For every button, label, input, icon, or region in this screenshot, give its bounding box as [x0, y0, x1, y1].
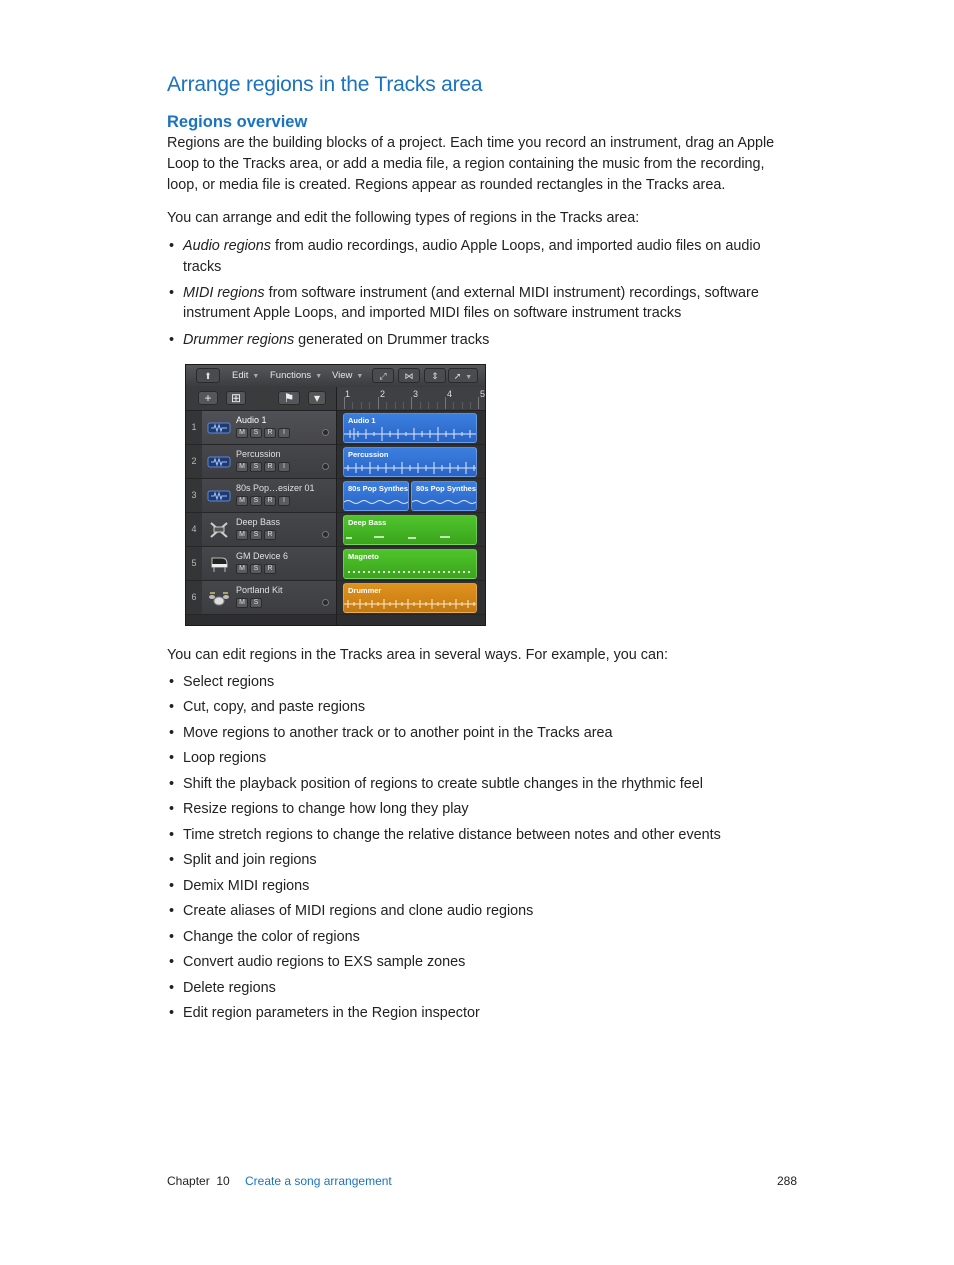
track-name: Percussion [236, 449, 281, 459]
chevron-down-icon: ▼ [315, 373, 323, 380]
ruler-bar-number: 5 [480, 389, 486, 399]
catch-button[interactable] [372, 368, 394, 383]
track-flag-button[interactable] [278, 391, 300, 405]
chevron-down-icon: ▼ [465, 374, 473, 381]
audio-waveform-icon [207, 453, 231, 471]
mute-button[interactable]: M [236, 598, 248, 608]
list-item-text: Cut, copy, and paste regions [183, 699, 366, 716]
section-heading: Regions overview [167, 113, 308, 131]
list-item [167, 1003, 797, 1024]
bullet-glyph: • [169, 877, 175, 894]
term-description: generated on Drummer tracks [294, 331, 490, 348]
track-buttons [236, 598, 264, 609]
term: MIDI regions [183, 284, 265, 301]
track-buttons [236, 462, 292, 473]
ruler-tick [478, 397, 479, 409]
list-item [167, 723, 797, 744]
track-header-percussion[interactable] [186, 445, 336, 479]
waveform-icon [344, 494, 409, 510]
bullet-glyph: • [169, 750, 175, 767]
ruler-tick [403, 402, 404, 409]
region-name: 80s Pop Synthes [348, 484, 409, 493]
audio-waveform-icon [207, 487, 231, 505]
track-lane [337, 479, 486, 513]
waveform-icon [344, 426, 477, 442]
list-item-text: Demix MIDI regions [183, 877, 310, 894]
bullet-glyph: • [169, 699, 175, 716]
list-item [167, 774, 797, 795]
chevron-down-icon: ▼ [252, 373, 260, 380]
functions-menu-label: Functions [270, 370, 312, 381]
bullet-glyph: • [169, 954, 175, 971]
list-item-text: Change the color of regions [183, 928, 360, 945]
list-item [167, 952, 797, 973]
bullet-glyph: • [169, 1005, 175, 1022]
types-intro: You can arrange and edit the following types of regions in the Tracks area: [167, 210, 640, 226]
solo-button[interactable]: S [250, 462, 262, 472]
pointer-tool-icon: ➚ [453, 371, 462, 381]
term-description: from software instrument (and external MIDI instrument) recordings, software instrument Apple Loops, and imported MIDI files on software instrument tracks [183, 284, 759, 322]
region-name: Audio 1 [348, 416, 376, 425]
chevron-down-icon: ▾ [313, 391, 321, 405]
list-item-text: Select regions [183, 674, 275, 690]
plus-icon: + [204, 391, 212, 405]
ruler-bar-number: 3 [413, 389, 419, 399]
list-item [167, 978, 797, 999]
track-buttons [236, 564, 278, 575]
solo-button[interactable]: S [250, 496, 262, 506]
track-header-deep-bass[interactable] [186, 513, 336, 547]
synthesizer-icon [207, 521, 231, 539]
track-lane [337, 445, 486, 479]
track-on-off-button[interactable] [322, 531, 329, 538]
input-monitor-button[interactable]: I [278, 496, 290, 506]
track-buttons [236, 530, 278, 541]
list-item [167, 850, 797, 871]
list-item [167, 799, 797, 820]
flag-icon: ⚑ [283, 391, 295, 405]
tool-menu-button[interactable] [448, 368, 478, 383]
ruler-bar-number: 2 [380, 389, 386, 399]
bullet-glyph: • [169, 775, 175, 792]
track-lane [337, 411, 486, 445]
input-monitor-button[interactable]: I [278, 428, 290, 438]
ruler-bar-number: 1 [345, 389, 351, 399]
drum-kit-icon [207, 589, 231, 607]
zoom-vertical-icon: ⇕ [431, 371, 439, 381]
midi-notes-icon [344, 528, 477, 544]
bullet-glyph: • [169, 826, 175, 843]
list-item [167, 901, 797, 922]
record-enable-button[interactable]: R [264, 462, 276, 472]
track-number: 3 [186, 479, 202, 512]
intro-paragraph: Regions are the building blocks of a project. Each time you record an instrument, drag an Apple Loop to the Tracks area, or add a media file, a region containing the music from the recording, loop, or media file is created. Regions appear as rounded rectangles in the Tracks area. [167, 135, 775, 193]
bullet-glyph: • [169, 674, 175, 690]
ruler-tick [445, 397, 446, 409]
list-item-text: Convert audio regions to EXS sample zones [183, 954, 466, 971]
bullet-glyph: • [169, 284, 175, 301]
edit-actions-list [167, 672, 797, 1029]
midi-region-deep-bass[interactable] [343, 515, 477, 545]
tracks-area-screenshot [185, 364, 486, 626]
region-name: Magneto [348, 552, 379, 561]
solo-button[interactable]: S [250, 530, 262, 540]
bullet-glyph: • [169, 852, 175, 869]
track-number: 2 [186, 445, 202, 478]
list-item [167, 876, 797, 897]
chevron-down-icon: ▼ [356, 373, 364, 380]
track-options-button[interactable] [308, 391, 326, 405]
add-track-button[interactable] [198, 391, 218, 405]
term: Audio regions [183, 238, 272, 254]
edit-menu[interactable] [232, 370, 259, 381]
mute-button[interactable]: M [236, 496, 248, 506]
solo-button[interactable]: S [250, 428, 262, 438]
audio-waveform-icon [207, 419, 231, 437]
tracks-menubar [186, 365, 486, 388]
page-number: 288 [777, 1174, 798, 1188]
drummer-region[interactable] [343, 583, 477, 613]
piano-icon [207, 555, 231, 573]
list-item [167, 748, 797, 769]
region-name: Percussion [348, 450, 389, 459]
solo-button[interactable]: S [250, 598, 262, 608]
track-lane [337, 513, 486, 547]
track-header-bar [186, 387, 336, 411]
track-name: Audio 1 [236, 415, 267, 425]
region-name: 80s Pop Synthes [416, 484, 477, 493]
midi-notes-icon [344, 562, 477, 578]
track-on-off-button[interactable] [322, 429, 329, 436]
track-buttons [236, 496, 292, 507]
track-number: 5 [186, 547, 202, 580]
list-item-text: Split and join regions [183, 852, 317, 869]
edit-intro: You can edit regions in the Tracks area in several ways. For example, you can: [167, 647, 669, 663]
ruler-tick [386, 402, 387, 409]
mute-button[interactable]: M [236, 462, 248, 472]
audio-region-audio-1[interactable] [343, 413, 477, 443]
plus-box-icon: ⊞ [230, 391, 242, 405]
bullet-glyph: • [169, 331, 175, 348]
mute-button[interactable]: M [236, 530, 248, 540]
track-name: 80s Pop…esizer 01 [236, 483, 315, 493]
list-item [167, 672, 797, 693]
list-item-text: Create aliases of MIDI regions and clone audio regions [183, 903, 534, 920]
ruler-tick [369, 402, 370, 409]
track-number: 1 [186, 411, 202, 444]
flex-button[interactable] [398, 368, 420, 383]
audio-region-80s-pop-synth-b[interactable] [411, 481, 477, 511]
region-name: Deep Bass [348, 518, 387, 527]
track-lane [337, 547, 486, 581]
chapter-link[interactable]: Create a song arrangement [245, 1174, 392, 1188]
track-header-audio-1[interactable] [186, 411, 336, 445]
list-item [167, 236, 797, 277]
ruler-tick [470, 402, 471, 409]
list-item [167, 283, 797, 324]
zoom-button[interactable] [424, 368, 446, 383]
record-enable-button[interactable]: R [264, 530, 276, 540]
footer-chapter: Chapter 10 [167, 1174, 230, 1188]
back-button[interactable] [196, 368, 220, 383]
region-types-list [167, 236, 797, 356]
track-buttons [236, 428, 292, 439]
list-item [167, 330, 797, 351]
bullet-glyph: • [169, 903, 175, 920]
list-item [167, 927, 797, 948]
region-name: Drummer [348, 586, 382, 595]
edit-menu-label: Edit [232, 370, 249, 381]
track-number: 4 [186, 513, 202, 546]
track-header-80s-pop-synth[interactable] [186, 479, 336, 513]
bullet-glyph: • [169, 928, 175, 945]
ruler-tick [344, 397, 345, 409]
track-number: 6 [186, 581, 202, 614]
ruler-tick [352, 402, 353, 409]
record-enable-button[interactable]: R [264, 496, 276, 506]
up-arrow-icon: ⬆ [204, 371, 212, 381]
record-enable-button[interactable]: R [264, 428, 276, 438]
page-title: Arrange regions in the Tracks area [167, 73, 483, 96]
timeline-ruler[interactable] [337, 387, 486, 411]
list-item-text: Loop regions [183, 750, 267, 767]
track-header-gm-device-6[interactable] [186, 547, 336, 581]
bullet-glyph: • [169, 801, 175, 818]
list-item-text: Move regions to another track or to another point in the Tracks area [183, 724, 613, 741]
list-item-text: Resize regions to change how long they play [183, 801, 469, 818]
term-description: from audio recordings, audio Apple Loops, and imported audio files on audio tracks [183, 238, 761, 275]
ruler-tick [395, 402, 396, 409]
waveform-icon [344, 460, 477, 476]
ruler-tick [437, 402, 438, 409]
list-item-text: Delete regions [183, 979, 276, 996]
ruler-tick [462, 402, 463, 409]
ruler-tick [361, 402, 362, 409]
track-on-off-button[interactable] [322, 463, 329, 470]
input-monitor-button[interactable]: I [278, 462, 290, 472]
track-header-portland-kit[interactable] [186, 581, 336, 615]
solo-button[interactable]: S [250, 564, 262, 574]
midi-region-magneto[interactable] [343, 549, 477, 579]
mute-button[interactable]: M [236, 564, 248, 574]
term: Drummer regions [183, 331, 295, 348]
track-lane [337, 581, 486, 615]
functions-menu[interactable] [270, 370, 322, 381]
audio-region-80s-pop-synth-a[interactable] [343, 481, 409, 511]
list-item-text: Edit region parameters in the Region inspector [183, 1005, 480, 1022]
track-name: GM Device 6 [236, 551, 289, 561]
list-item [167, 697, 797, 718]
list-item-text: Time stretch regions to change the relative distance between notes and other events [183, 826, 721, 843]
bullet-glyph: • [169, 979, 175, 996]
flex-icon: ⋈ [404, 371, 414, 381]
bullet-glyph: • [169, 724, 175, 741]
view-menu-label: View [332, 370, 353, 381]
ruler-bar-number: 4 [447, 389, 453, 399]
snap-icon: ⤢ [379, 371, 387, 381]
new-track-with-settings-button[interactable] [226, 391, 246, 405]
ruler-tick [453, 402, 454, 409]
waveform-icon [412, 494, 477, 510]
list-item-text: Shift the playback position of regions to create subtle changes in the rhythmic feel [183, 775, 703, 792]
ruler-tick [428, 402, 429, 409]
ruler-tick [378, 397, 379, 409]
track-on-off-button[interactable] [322, 599, 329, 606]
bullet-glyph: • [169, 238, 175, 254]
ruler-tick [420, 402, 421, 409]
ruler-tick [411, 397, 412, 409]
drummer-hits-icon [344, 596, 477, 612]
track-name: Deep Bass [236, 517, 281, 527]
audio-region-percussion[interactable] [343, 447, 477, 477]
track-name: Portland Kit [236, 585, 283, 595]
list-item [167, 825, 797, 846]
mute-button[interactable]: M [236, 428, 248, 438]
record-enable-button[interactable]: R [264, 564, 276, 574]
view-menu[interactable] [332, 370, 363, 381]
